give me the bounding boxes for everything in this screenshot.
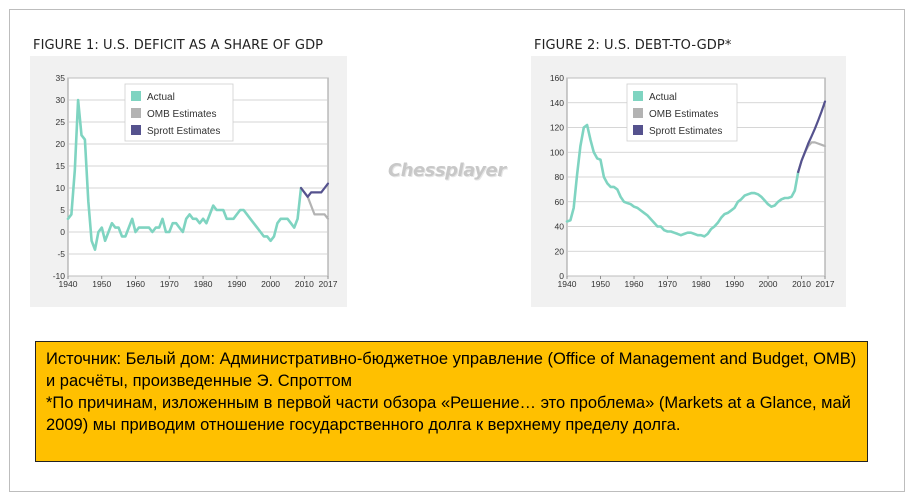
x-tick-label: 2000 — [261, 279, 281, 289]
y-tick-label: 20 — [55, 139, 65, 149]
y-tick-label: 0 — [559, 271, 564, 281]
x-tick-label: 1950 — [92, 279, 112, 289]
x-tick-label: 1990 — [725, 279, 744, 289]
x-tick-label: 1950 — [591, 279, 610, 289]
legend-label: OMB Estimates — [147, 109, 217, 120]
legend-label: Actual — [649, 92, 677, 103]
y-tick-label: -5 — [57, 249, 65, 259]
x-tick-label: 2010 — [294, 279, 314, 289]
x-tick-label: 2017 — [815, 279, 835, 289]
legend-swatch — [633, 91, 643, 101]
figure-2-title: FIGURE 2: U.S. DEBT-TO-GDP* — [534, 38, 732, 53]
source-note — [35, 341, 868, 462]
legend-label: Actual — [147, 92, 175, 103]
x-tick-label: 2000 — [758, 279, 778, 289]
figure-1-title: FIGURE 1: U.S. DEFICIT AS A SHARE OF GDP — [33, 38, 324, 53]
y-tick-label: 40 — [554, 221, 564, 232]
y-tick-label: 5 — [60, 205, 65, 215]
legend-swatch — [131, 125, 141, 135]
y-tick-label: 60 — [554, 196, 564, 207]
y-tick-label: 30 — [55, 95, 65, 105]
x-tick-label: 1940 — [557, 279, 577, 289]
x-tick-label: 1990 — [227, 279, 247, 289]
legend-label: Sprott Estimates — [147, 126, 221, 137]
x-tick-label: 1980 — [193, 279, 213, 289]
legend-swatch — [131, 91, 141, 101]
y-tick-label: 15 — [55, 161, 65, 171]
y-tick-label: 140 — [549, 97, 564, 108]
deficit-chart — [30, 56, 347, 307]
legend-label: Sprott Estimates — [649, 126, 723, 137]
legend-swatch — [633, 108, 643, 118]
x-tick-label: 1960 — [624, 279, 644, 289]
legend-label: OMB Estimates — [649, 109, 719, 120]
x-tick-label: 1970 — [159, 279, 179, 289]
x-tick-label: 1940 — [58, 279, 78, 289]
y-tick-label: 160 — [549, 73, 564, 83]
y-tick-label: 100 — [549, 147, 564, 158]
y-tick-label: 10 — [55, 183, 65, 193]
y-tick-label: 120 — [549, 122, 564, 133]
source-line: Источник: Белый дом: Административно-бюджетное управление (Office of Management and Budget, OMB) и расчёты, произведенные Э. Спроттом — [46, 350, 857, 390]
legend-swatch — [131, 108, 141, 118]
footnote-line: *По причинам, изложенным в первой части обзора «Решение… это проблема» (Markets at a Glance, май 2009) мы приводим отношение государственного долга к верхнему пределу долга. — [46, 394, 851, 434]
y-tick-label: 25 — [55, 117, 65, 127]
x-tick-label: 1970 — [658, 279, 677, 289]
y-tick-label: 0 — [60, 227, 65, 237]
y-tick-label: -10 — [52, 271, 65, 281]
y-tick-label: 80 — [554, 172, 564, 182]
x-tick-label: 1960 — [126, 279, 145, 289]
debt-chart — [531, 56, 846, 307]
x-tick-label: 2017 — [318, 279, 338, 289]
x-tick-label: 2010 — [792, 279, 812, 289]
legend-swatch — [633, 125, 643, 135]
watermark: Chessplayer — [388, 160, 506, 181]
x-tick-label: 1980 — [691, 279, 711, 289]
y-tick-label: 20 — [554, 246, 564, 257]
y-tick-label: 35 — [55, 73, 65, 83]
